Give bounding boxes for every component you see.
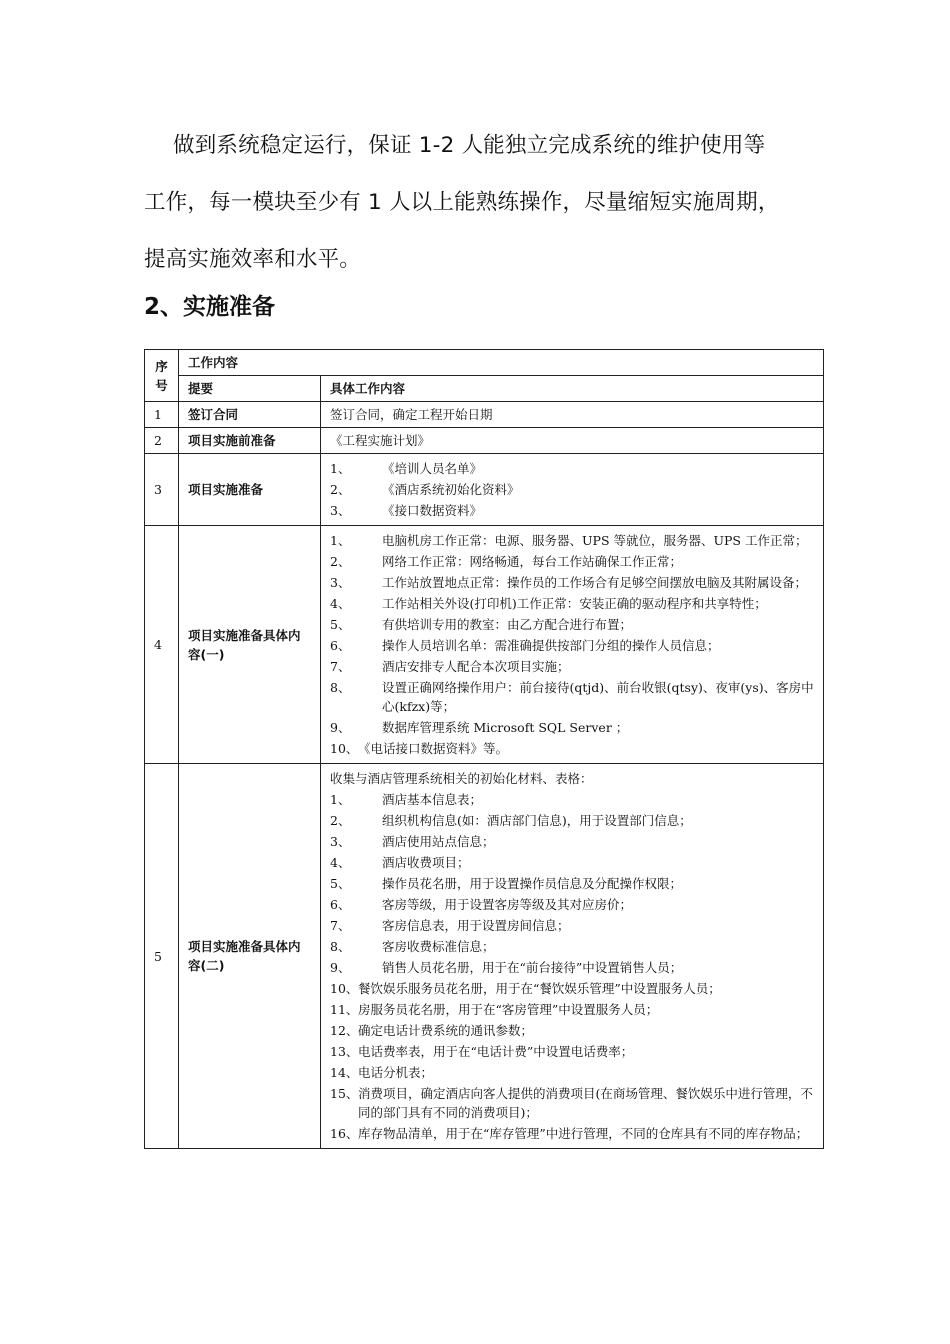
list-item xyxy=(330,531,814,550)
list-item-number: 7、 xyxy=(330,918,351,933)
list-item xyxy=(330,790,814,809)
row-number: 2 xyxy=(145,428,179,454)
list-item xyxy=(330,657,814,676)
row-intro-text: 收集与酒店管理系统相关的初始化材料、表格： xyxy=(330,771,593,786)
list-item-text: 网络工作正常：网络畅通，每台工作站确保工作正常； xyxy=(382,554,683,569)
list-item-number: 6、 xyxy=(330,638,351,653)
table-row xyxy=(145,428,824,454)
list-item xyxy=(330,615,814,634)
intro-paragraph-line: 工作，每一模块至少有 1 人以上能熟练操作，尽量缩短实施周期， xyxy=(144,190,780,215)
list-item-text: 数据库管理系统 Microsoft SQL Server ； xyxy=(382,720,629,735)
list-item xyxy=(330,1063,814,1082)
row-summary: 项目实施准备具体内容(二) xyxy=(179,764,321,1149)
list-item-text: 销售人员花名册，用于在“前台接待”中设置销售人员； xyxy=(382,960,683,975)
list-item xyxy=(330,480,814,499)
list-item xyxy=(330,1042,814,1061)
list-item-text: 组织机构信息(如：酒店部门信息)，用于设置部门信息； xyxy=(382,813,692,828)
list-item-number: 4、 xyxy=(330,855,351,870)
list-item-number: 1、 xyxy=(330,461,351,476)
row-summary: 项目实施准备 xyxy=(179,454,321,526)
list-item-text: 酒店安排专人配合本次项目实施； xyxy=(382,659,570,674)
list-item-number: 3、 xyxy=(330,575,351,590)
list-item-number: 3、 xyxy=(330,503,351,518)
list-item-number: 2、 xyxy=(330,813,351,828)
list-item-text: 客房等级，用于设置客房等级及其对应房价； xyxy=(382,897,633,912)
list-item xyxy=(330,552,814,571)
row-details xyxy=(321,454,824,526)
list-item-text: 电话分机表； xyxy=(358,1065,434,1080)
list-item-number: 8、 xyxy=(330,680,351,695)
list-item-number: 12、 xyxy=(330,1023,359,1038)
list-item-number: 10、 xyxy=(330,741,359,756)
table-row xyxy=(145,764,824,1149)
list-item xyxy=(330,916,814,935)
list-item-number: 14、 xyxy=(330,1065,359,1080)
list-item-text: 酒店收费项目； xyxy=(382,855,470,870)
row-summary: 项目实施前准备 xyxy=(179,428,321,454)
table-row xyxy=(145,402,824,428)
section-heading: 2、实施准备 xyxy=(144,294,276,320)
header-work-content: 工作内容 xyxy=(179,350,824,376)
list-item xyxy=(330,853,814,872)
list-item-text: 酒店基本信息表； xyxy=(382,792,483,807)
list-item xyxy=(330,573,814,592)
list-item xyxy=(330,811,814,830)
table-row xyxy=(145,454,824,526)
row-number: 5 xyxy=(145,764,179,1149)
list-item-text: 操作人员培训名单：需准确提供按部门分组的操作人员信息； xyxy=(382,638,720,653)
table-header-row xyxy=(145,350,824,376)
row-details xyxy=(321,764,824,1149)
list-item xyxy=(330,895,814,914)
list-item xyxy=(330,501,814,520)
list-item-number: 16、 xyxy=(330,1126,359,1141)
list-item xyxy=(330,739,814,758)
list-item-text: 《电话接口数据资料》等。 xyxy=(358,741,509,756)
list-item-number: 15、 xyxy=(330,1086,359,1101)
list-item-text: 电话费率表，用于在“电话计费”中设置电话费率； xyxy=(358,1044,634,1059)
list-item xyxy=(330,459,814,478)
list-item-number: 7、 xyxy=(330,659,351,674)
list-item-text: 库存物品清单，用于在“库存管理”中进行管理，不同的仓库具有不同的库存物品； xyxy=(358,1126,809,1141)
list-item-text: 餐饮娱乐服务员花名册，用于在“餐饮娱乐管理”中设置服务人员； xyxy=(358,981,721,996)
row-number: 3 xyxy=(145,454,179,526)
intro-paragraph-line: 做到系统稳定运行，保证 1-2 人能独立完成系统的维护使用等 xyxy=(173,133,766,158)
list-item-text: 客房信息表，用于设置房间信息； xyxy=(382,918,570,933)
table-subheader-row xyxy=(145,376,824,402)
list-item-text: 工作站相关外设(打印机)工作正常：安装正确的驱动程序和共享特性； xyxy=(382,596,767,611)
list-item-text: 确定电话计费系统的通讯参数； xyxy=(358,1023,534,1038)
list-item xyxy=(330,1124,814,1143)
row-details: 签订合同，确定工程开始日期 xyxy=(321,402,824,428)
row-details: 《工程实施计划》 xyxy=(321,428,824,454)
list-item-text: 《培训人员名单》 xyxy=(382,461,483,476)
row-summary: 项目实施准备具体内容(一) xyxy=(179,526,321,764)
list-item xyxy=(330,1000,814,1019)
header-seq-label: 序号 xyxy=(155,358,168,393)
list-item xyxy=(330,718,814,737)
list-item-text: 《接口数据资料》 xyxy=(382,503,483,518)
list-item-text: 工作站放置地点正常：操作员的工作场合有足够空间摆放电脑及其附属设备； xyxy=(382,575,808,590)
list-item xyxy=(330,636,814,655)
list-item-number: 13、 xyxy=(330,1044,359,1059)
list-item-number: 1、 xyxy=(330,533,351,548)
list-item-text: 《酒店系统初始化资料》 xyxy=(382,482,520,497)
row-number: 4 xyxy=(145,526,179,764)
list-item-number: 6、 xyxy=(330,897,351,912)
row-details xyxy=(321,526,824,764)
header-summary: 提要 xyxy=(179,376,321,402)
header-seq xyxy=(145,350,179,402)
list-item xyxy=(330,1021,814,1040)
list-item xyxy=(330,979,814,998)
list-item-number: 3、 xyxy=(330,834,351,849)
list-item xyxy=(330,937,814,956)
list-item xyxy=(330,874,814,893)
list-item-number: 8、 xyxy=(330,939,351,954)
list-item xyxy=(330,594,814,613)
list-item-text: 消费项目，确定酒店向客人提供的消费项目(在商场管理、餐饮娱乐中进行管理，不同的部门具有不同的消费项目)； xyxy=(358,1086,813,1120)
table-row xyxy=(145,526,824,764)
list-item-number: 5、 xyxy=(330,876,351,891)
intro-paragraph xyxy=(144,117,824,288)
list-item-text: 有供培训专用的教室：由乙方配合进行布置； xyxy=(382,617,633,632)
list-item-number: 2、 xyxy=(330,482,351,497)
list-item-number: 2、 xyxy=(330,554,351,569)
list-item-text: 操作员花名册，用于设置操作员信息及分配操作权限； xyxy=(382,876,683,891)
list-item-number: 11、 xyxy=(330,1002,359,1017)
list-item xyxy=(330,1084,814,1122)
list-item-number: 5、 xyxy=(330,617,351,632)
list-item-text: 电脑机房工作正常：电源、服务器、UPS 等就位，服务器、UPS 工作正常； xyxy=(382,533,808,548)
implementation-prep-table xyxy=(144,349,824,1149)
list-item xyxy=(330,678,814,716)
list-item-number: 9、 xyxy=(330,720,351,735)
list-item-text: 设置正确网络操作用户：前台接待(qtjd)、前台收银(qtsy)、夜审(ys)、客房中心(kfzx)等； xyxy=(382,680,814,714)
list-item-text: 酒店使用站点信息； xyxy=(382,834,495,849)
header-details: 具体工作内容 xyxy=(321,376,824,402)
list-item-number: 9、 xyxy=(330,960,351,975)
intro-paragraph-line: 提高实施效率和水平。 xyxy=(144,247,362,272)
list-item xyxy=(330,958,814,977)
list-item-number: 4、 xyxy=(330,596,351,611)
list-item-text: 房服务员花名册，用于在“客房管理”中设置服务人员； xyxy=(358,1002,659,1017)
row-summary: 签订合同 xyxy=(179,402,321,428)
list-item-number: 1、 xyxy=(330,792,351,807)
list-item xyxy=(330,832,814,851)
row-number: 1 xyxy=(145,402,179,428)
list-item-text: 客房收费标准信息； xyxy=(382,939,495,954)
list-item-number: 10、 xyxy=(330,981,359,996)
